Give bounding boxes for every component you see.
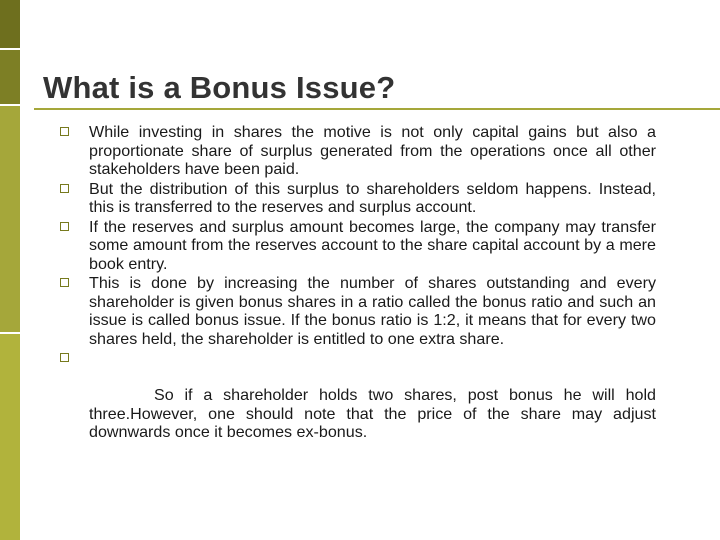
sidebar-band [0, 334, 20, 540]
left-accent-sidebar [0, 0, 20, 540]
bullet-text: While investing in shares the motive is not only capital gains but also a proportionate share of surplus generated from the operations once all other stakeholders have been paid. [89, 123, 656, 178]
bullet-text: This is done by increasing the number of shares outstanding and every shareholder is given bonus shares in a ratio called the bonus ratio and such an issue is called bonus issue. If the bonus ratio is 1:2, it means that for every two shares held, the shareholder is entitled to one extra share. [89, 274, 656, 348]
sidebar-band [0, 50, 20, 104]
hollow-square-bullet-icon [60, 127, 69, 136]
bullet-item [60, 349, 661, 460]
hollow-square-bullet-icon [60, 184, 69, 193]
sidebar-band [0, 0, 20, 48]
bullet-item [60, 180, 656, 217]
bullet-text: If the reserves and surplus amount becomes large, the company may transfer some amount from the reserves account to the share capital account by a mere book entry. [89, 217, 656, 273]
slide-title: What is a Bonus Issue? [43, 70, 396, 105]
bullet-list [60, 123, 661, 460]
bullet-item [60, 123, 656, 179]
hollow-square-bullet-icon [60, 353, 69, 362]
bullet-item [60, 274, 656, 348]
title-underline [34, 108, 720, 110]
bullet-text: But the distribution of this surplus to shareholders seldom happens. Instead, this is transferred to the reserves and surplus account. [89, 179, 656, 216]
bullet-item [60, 218, 656, 274]
bullet-text: So if a shareholder holds two shares, post bonus he will hold three.However, one should note that the price of the share may adjust downwards once it becomes ex-bonus. [89, 386, 661, 441]
sidebar-band [0, 106, 20, 332]
hollow-square-bullet-icon [60, 222, 69, 231]
hollow-square-bullet-icon [60, 278, 69, 287]
